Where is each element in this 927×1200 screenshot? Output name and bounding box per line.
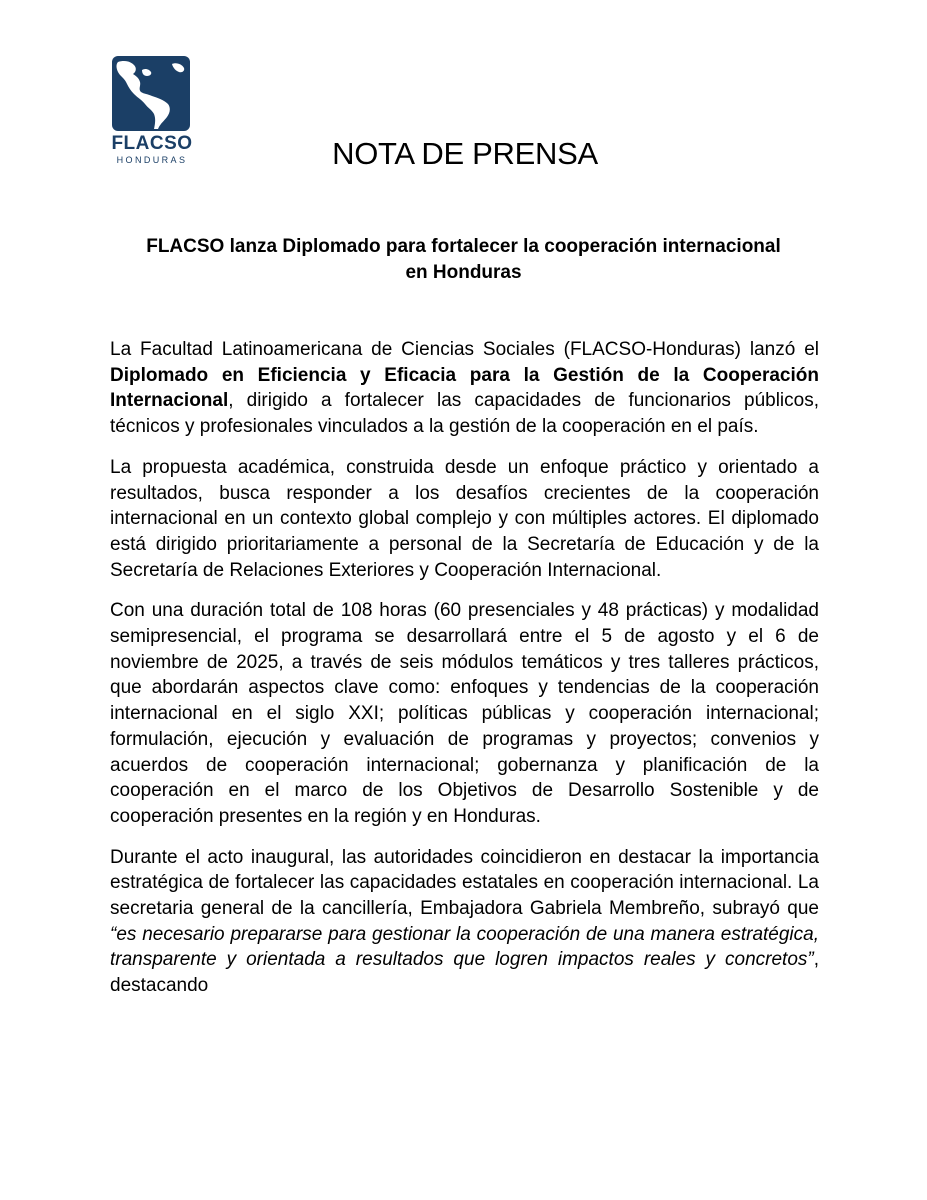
paragraph-3: Con una duración total de 108 horas (60 presenciales y 48 prácticas) y modalidad semipresencial, el programa se desarrollará entre el 5 de agosto y el 6 de noviembre de 2025, a través de seis módulos temáticos y tres talleres prácticos, que abordarán aspectos clave como: enfoques y tendencias de la cooperación internacional en el siglo XXI; políticas públicas y cooperación internacional; formulación, ejecución y evaluación de programas y proyectos; convenios y acuerdos de cooperación internacional; gobernanza y planificación de la cooperación en el marco de los Objetivos de Desarrollo Sostenible y de cooperación presentes en la región y en Honduras.	[110, 600, 819, 827]
press-headline	[100, 234, 827, 286]
paragraph-1-rest: , dirigido a fortalecer las capacidades de funcionarios públicos, técnicos y profesionales vinculados a la gestión de la cooperación en el país.	[110, 390, 819, 438]
quote: “es necesario prepararse para gestionar la cooperación de una manera estratégica, transparente y orientada a resultados que logren impactos reales y concretos”	[110, 923, 819, 971]
americas-map-icon	[112, 56, 190, 131]
paragraph-1	[110, 337, 819, 440]
paragraph-4	[110, 845, 819, 999]
paragraph-1-intro: La Facultad Latinoamericana de Ciencias Sociales (FLACSO-Honduras) lanzó el	[110, 339, 819, 360]
program-name: Diplomado en Eficiencia y Eficacia para la Gestión de la Cooperación Internacional	[110, 364, 819, 412]
paragraph-4-intro: Durante el acto inaugural, las autoridades coincidieron en destacar la importancia estratégica de fortalecer las capacidades estatales en cooperación internacional. La secretaria general de la cancillería, Embajadora Gabriela Membreño, subrayó que	[110, 846, 819, 920]
headline-line-2: en Honduras	[405, 262, 522, 283]
headline-line-1: FLACSO lanza Diplomado para fortalecer la cooperación internacional	[146, 236, 781, 257]
flacso-logo	[108, 56, 196, 168]
logo-subtitle: HONDURAS	[116, 155, 188, 165]
logo-wordmark: FLACSO	[111, 133, 193, 154]
article-body	[110, 337, 819, 1014]
document-title: NOTA DE PRENSA	[332, 136, 598, 171]
paragraph-2: La propuesta académica, construida desde un enfoque práctico y orientado a resultados, busca responder a los desafíos crecientes de la cooperación internacional en un contexto global complejo y con múltiples actores. El diplomado está dirigido prioritariamente a personal de la Secretaría de Educación y de la Secretaría de Relaciones Exteriores y Cooperación Internacional.	[110, 456, 819, 581]
paragraph-4-rest: , destacando	[110, 949, 819, 997]
